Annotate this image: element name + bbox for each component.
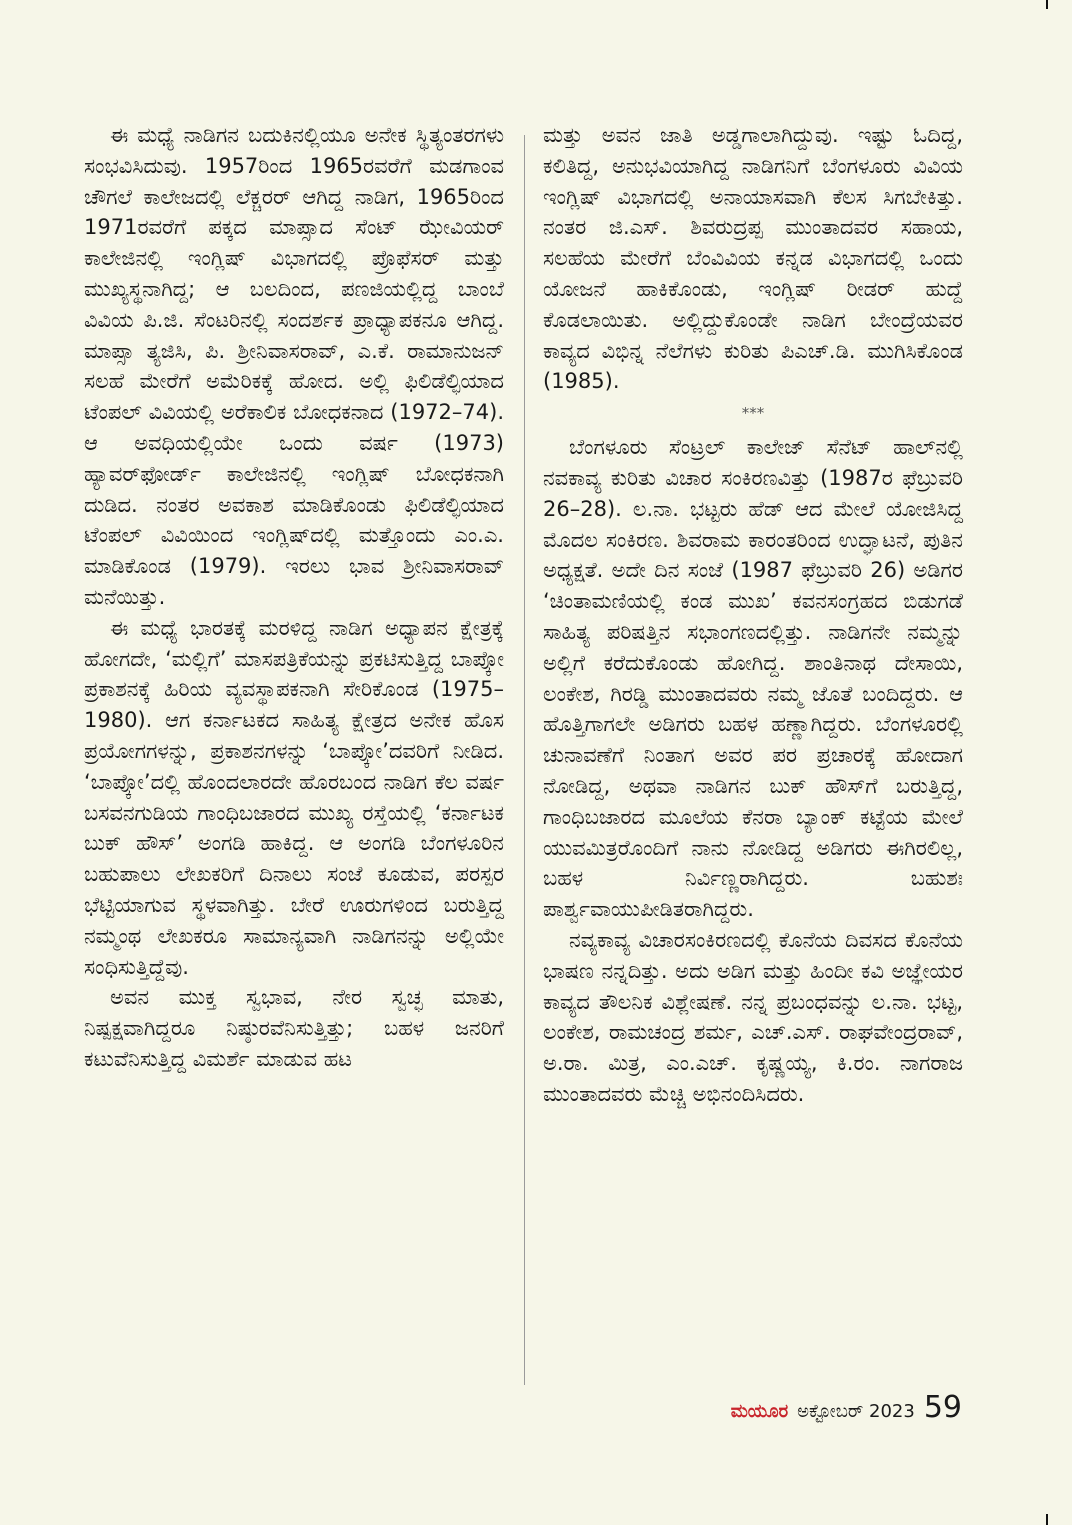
right-column (543, 120, 963, 1110)
crop-mark-top-right (1046, 0, 1048, 9)
paragraph-continued: ಮತ್ತು ಅವನ ಜಾತಿ ಅಡ್ಡಗಾಲಾಗಿದ್ದುವು. ಇಷ್ಟು ಓದಿದ್ದ, ಕಲಿತಿದ್ದ, ಅನುಭವಿಯಾಗಿದ್ದ ನಾಡಿಗನಿಗೆ ಬೆಂಗಳೂರು ವಿವಿಯ ಇಂಗ್ಲಿಷ್ ವಿಭಾಗದಲ್ಲಿ ಅನಾಯಾಸವಾಗಿ ಕೆಲಸ ಸಿಗಬೇಕಿತ್ತು. ನಂತರ ಜಿ.ಎಸ್. ಶಿವರುದ್ರಪ್ಪ ಮುಂತಾದವರ ಸಹಾಯ, ಸಲಹೆಯ ಮೇರೆಗೆ ಬೆಂವಿವಿಯ ಕನ್ನಡ ವಿಭಾಗದಲ್ಲಿ ಒಂದು ಯೋಜನೆ ಹಾಕಿಕೊಂಡು, ಇಂಗ್ಲಿಷ್ ರೀಡರ್ ಹುದ್ದೆ ಕೊಡಲಾಯಿತು. ಅಲ್ಲಿದ್ದುಕೊಂಡೇ ನಾಡಿಗ ಬೇಂದ್ರೆಯವರ ಕಾವ್ಯದ ವಿಭಿನ್ನ ನೆಲೆಗಳು ಕುರಿತು ಪಿಎಚ್.ಡಿ. ಮುಗಿಸಿಕೊಂಡ (1985). (543, 123, 963, 394)
issue-date: ಅಕ್ಟೋಬರ್ 2023 (797, 1401, 915, 1422)
paragraph: ಈ ಮಧ್ಯೆ ನಾಡಿಗನ ಬದುಕಿನಲ್ಲಿಯೂ ಅನೇಕ ಸ್ಥಿತ್ಯಂತರಗಳು ಸಂಭವಿಸಿದುವು. 1957ರಿಂದ 1965ರವರೆಗೆ ಮಡಗಾಂವ ಚೌಗಲೆ ಕಾಲೇಜದಲ್ಲಿ ಲೆಕ್ಚರರ್ ಆಗಿದ್ದ ನಾಡಿಗ, 1965ರಿಂದ 1971ರವರೆಗೆ ಪಕ್ಕದ ಮಾಪ್ಸಾದ ಸೆಂಟ್ ಝೇವಿಯರ್ ಕಾಲೇಜಿನಲ್ಲಿ ಇಂಗ್ಲಿಷ್ ವಿಭಾಗದಲ್ಲಿ ಪ್ರೊಫೆಸರ್ ಮತ್ತು ಮುಖ್ಯಸ್ಥನಾಗಿದ್ದ; ಆ ಬಲದಿಂದ, ಪಣಜಿಯಲ್ಲಿದ್ದ ಬಾಂಬೆ ವಿವಿಯ ಪಿ.ಜಿ. ಸೆಂಟರಿನಲ್ಲಿ ಸಂದರ್ಶಕ ಪ್ರಾಧ್ಯಾಪಕನೂ ಆಗಿದ್ದ. ಮಾಪ್ಸಾ ತ್ಯಜಿಸಿ, ಪಿ. ಶ್ರೀನಿವಾಸರಾವ್, ಎ.ಕೆ. ರಾಮಾನುಜನ್ ಸಲಹೆ ಮೇರೆಗೆ ಅಮೆರಿಕಕ್ಕೆ ಹೋದ. ಅಲ್ಲಿ ಫಿಲಿಡೆಲ್ಫಿಯಾದ ಟೆಂಪಲ್ ವಿವಿಯಲ್ಲಿ ಅರೆಕಾಲಿಕ ಬೋಧಕನಾದ (1972–74). ಆ ಅವಧಿಯಲ್ಲಿಯೇ ಒಂದು ವರ್ಷ (1973) ಹ್ಯಾವರ್‌ಫೋರ್ಡ್ ಕಾಲೇಜಿನಲ್ಲಿ ಇಂಗ್ಲಿಷ್ ಬೋಧಕನಾಗಿ ದುಡಿದ. ನಂತರ ಅವಕಾಶ ಮಾಡಿಕೊಂಡು ಫಿಲಿಡೆಲ್ಫಿಯಾದ ಟೆಂಪಲ್ ವಿವಿಯಿಂದ ಇಂಗ್ಲಿಷ್‌ದಲ್ಲಿ ಮತ್ತೊಂದು ಎಂ.ಎ. ಮಾಡಿಕೊಂಡ (1979). ಇರಲು ಭಾವ ಶ್ರೀನಿವಾಸರಾವ್ ಮನೆಯಿತ್ತು. (84, 123, 504, 609)
page-number: 59 (923, 1390, 962, 1425)
column-divider (524, 135, 525, 1385)
paragraph: ಈ ಮಧ್ಯೆ ಭಾರತಕ್ಕೆ ಮರಳಿದ್ದ ನಾಡಿಗ ಅಧ್ಯಾಪನ ಕ್ಷೇತ್ರಕ್ಕೆ ಹೋಗದೇ, ‘ಮಲ್ಲಿಗೆ’ ಮಾಸಪತ್ರಿಕೆಯನ್ನು ಪ್ರಕಟಿಸುತ್ತಿದ್ದ ಬಾಪ್ಕೋ ಪ್ರಕಾಶನಕ್ಕೆ ಹಿರಿಯ ವ್ಯವಸ್ಥಾಪಕನಾಗಿ ಸೇರಿಕೊಂಡ (1975–1980). ಆಗ ಕರ್ನಾಟಕದ ಸಾಹಿತ್ಯ ಕ್ಷೇತ್ರದ ಅನೇಕ ಹೊಸ ಪ್ರಯೋಗಗಳನ್ನು, ಪ್ರಕಾಶನಗಳನ್ನು ‘ಬಾಪ್ಕೋ’ದವರಿಗೆ ನೀಡಿದ. ‘ಬಾಪ್ಕೋ’ದಲ್ಲಿ ಹೊಂದಲಾರದೇ ಹೊರಬಂದ ನಾಡಿಗ ಕೆಲ ವರ್ಷ ಬಸವನಗುಡಿಯ ಗಾಂಧಿಬಜಾರದ ಮುಖ್ಯ ರಸ್ತೆಯಲ್ಲಿ ‘ಕರ್ನಾಟಕ ಬುಕ್ ಹೌಸ್’ ಅಂಗಡಿ ಹಾಕಿದ್ದ. ಆ ಅಂಗಡಿ ಬೆಂಗಳೂರಿನ ಬಹುಪಾಲು ಲೇಖಕರಿಗೆ ದಿನಾಲು ಸಂಜೆ ಕೂಡುವ, ಪರಸ್ಪರ ಭೆಟ್ಟಿಯಾಗುವ ಸ್ಥಳವಾಗಿತ್ತು. ಬೇರೆ ಊರುಗಳಿಂದ ಬರುತ್ತಿದ್ದ ನಮ್ಮಂಥ ಲೇಖಕರೂ ಸಾಮಾನ್ಯವಾಗಿ ನಾಡಿಗನನ್ನು ಅಲ್ಲಿಯೇ ಸಂಧಿಸುತ್ತಿದ್ದೆವು. (84, 615, 504, 979)
magazine-name: ಮಯೂರ (730, 1401, 789, 1422)
section-separator: *** (741, 404, 765, 423)
left-column (84, 120, 504, 1075)
paragraph: ಅವನ ಮುಕ್ತ ಸ್ವಭಾವ, ನೇರ ಸ್ವಚ್ಛ ಮಾತು, ನಿಷ್ಪಕ್ಷವಾಗಿದ್ದರೂ ನಿಷ್ಠುರವೆನಿಸುತ್ತಿತ್ತು; ಬಹಳ ಜನರಿಗೆ ಕಟುವೆನಿಸುತ್ತಿದ್ದ ವಿಮರ್ಶೆ ಮಾಡುವ ಹಟ (84, 985, 504, 1071)
paragraph: ಬೆಂಗಳೂರು ಸೆಂಟ್ರಲ್ ಕಾಲೇಜ್ ಸೆನೆಟ್ ಹಾಲ್‌ನಲ್ಲಿ ನವಕಾವ್ಯ ಕುರಿತು ವಿಚಾರ ಸಂಕಿರಣವಿತ್ತು (1987ರ ಫೆಬ್ರುವರಿ 26–28). ಲ.ನಾ. ಭಟ್ಟರು ಹೆಡ್ ಆದ ಮೇಲೆ ಯೋಜಿಸಿದ್ದ ಮೊದಲ ಸಂಕಿರಣ. ಶಿವರಾಮ ಕಾರಂತರಿಂದ ಉದ್ಘಾಟನೆ, ಪುತಿನ ಅಧ್ಯಕ್ಷತೆ. ಅದೇ ದಿನ ಸಂಜೆ (1987 ಫೆಬ್ರುವರಿ 26) ಅಡಿಗರ ‘ಚಿಂತಾಮಣಿಯಲ್ಲಿ ಕಂಡ ಮುಖ’ ಕವನಸಂಗ್ರಹದ ಬಿಡುಗಡೆ ಸಾಹಿತ್ಯ ಪರಿಷತ್ತಿನ ಸಭಾಂಗಣದಲ್ಲಿತ್ತು. ನಾಡಿಗನೇ ನಮ್ಮನ್ನು ಅಲ್ಲಿಗೆ ಕರೆದುಕೊಂಡು ಹೋಗಿದ್ದ. ಶಾಂತಿನಾಥ ದೇಸಾಯಿ, ಲಂಕೇಶ, ಗಿರಡ್ಡಿ ಮುಂತಾದವರು ನಮ್ಮ ಜೊತೆ ಬಂದಿದ್ದರು. ಆ ಹೊತ್ತಿಗಾಗಲೇ ಅಡಿಗರು ಬಹಳ ಹಣ್ಣಾಗಿದ್ದರು. ಬೆಂಗಳೂರಲ್ಲಿ ಚುನಾವಣೆಗೆ ನಿಂತಾಗ ಅವರ ಪರ ಪ್ರಚಾರಕ್ಕೆ ಹೋದಾಗ ನೋಡಿದ್ದ, ಅಥವಾ ನಾಡಿಗನ ಬುಕ್ ಹೌಸ್‌ಗೆ ಬರುತ್ತಿದ್ದ, ಗಾಂಧಿಬಜಾರದ ಮೂಲೆಯ ಕೆನರಾ ಬ್ಯಾಂಕ್ ಕಟ್ಟೆಯ ಮೇಲೆ ಯುವಮಿತ್ರರೊಂದಿಗೆ ನಾನು ನೋಡಿದ್ದ ಅಡಿಗರು ಈಗಿರಲಿಲ್ಲ, ಬಹಳ ನಿರ್ವಿಣ್ಣರಾಗಿದ್ದರು. ಬಹುಶಃ ಪಾರ್ಶ್ವವಾಯುಪೀಡಿತರಾಗಿದ್ದರು. (543, 435, 963, 922)
paragraph: ನವ್ಯಕಾವ್ಯ ವಿಚಾರಸಂಕಿರಣದಲ್ಲಿ ಕೊನೆಯ ದಿವಸದ ಕೊನೆಯ ಭಾಷಣ ನನ್ನದಿತ್ತು. ಅದು ಅಡಿಗ ಮತ್ತು ಹಿಂದೀ ಕವಿ ಅಜ್ಞೇಯರ ಕಾವ್ಯದ ತೌಲನಿಕ ವಿಶ್ಲೇಷಣೆ. ನನ್ನ ಪ್ರಬಂಧವನ್ನು ಲ.ನಾ. ಭಟ್ಟ, ಲಂಕೇಶ, ರಾಮಚಂದ್ರ ಶರ್ಮ, ಎಚ್.ಎಸ್. ರಾಘವೇಂದ್ರರಾವ್, ಅ.ರಾ. ಮಿತ್ರ, ಎಂ.ಎಚ್. ಕೃಷ್ಣಯ್ಯ, ಕಿ.ರಂ. ನಾಗರಾಜ ಮುಂತಾದವರು ಮೆಚ್ಚಿ ಅಭಿನಂದಿಸಿದರು. (543, 927, 963, 1106)
page-footer (731, 1390, 962, 1425)
crop-mark-bottom-right (1046, 1514, 1048, 1525)
